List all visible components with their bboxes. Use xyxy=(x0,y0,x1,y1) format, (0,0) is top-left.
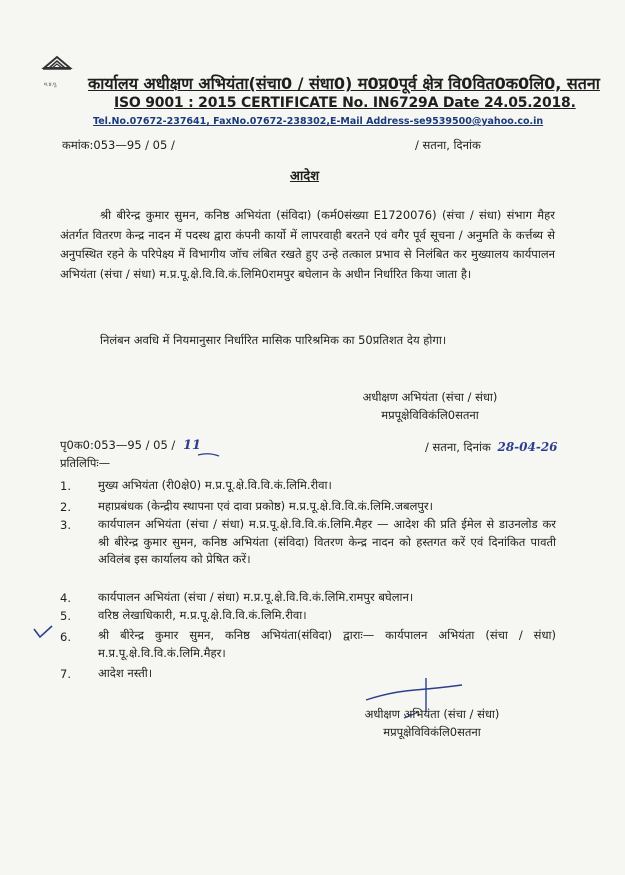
copy-ref-number xyxy=(60,438,201,453)
list-item-text: कार्यपालन अभियंता (संचा / संधा) म.प्र.पू.क्षे.वि.वि.कं.लिमि.मैहर — आदेश की प्रति ईमेल से डाउनलोड कर श्री बीरेन्द्र कुमार सुमन, कनिष्ठ अभियंता (संविदा) वितरण केन्द्र नादन को हस्तगत करें एवं दिनांकित पावती अविलंब इस कार्यालय को प्रेषित करें। xyxy=(98,517,556,566)
iso-certificate-line: ISO 9001 : 2015 CERTIFICATE No. IN6729A Date 24.05.2018. xyxy=(114,95,576,111)
list-item-number: 7. xyxy=(60,667,71,681)
order-paragraph-2: निलंबन अवधि में नियमानुसार निर्धारित मासिक पारिश्रमिक का 50प्रतिशत देय होगा। xyxy=(100,333,447,347)
list-item-text: श्री बीरेन्द्र कुमार सुमन, कनिष्ठ अभियंता(संविदा) द्वाराः— कार्यपालन अभियंता (संचा / संधा) म.प्र.पू.क्षे.वि.वि.कं.लिमि.मैहर। xyxy=(98,628,556,660)
list-item-number: 2. xyxy=(60,500,71,514)
list-item-number: 5. xyxy=(60,609,71,623)
order-paragraph-1: श्री बीरेन्द्र कुमार सुमन, कनिष्ठ अभियंता (संविदा) (कर्म0संख्या E1720076) (संचा / संधा) संभाग मैहर अंतर्गत वितरण केन्द्र नादन में पदस्थ द्वारा कंपनी कार्यो में लापरवाही बरतने एवं वगैर पूर्व सूचना / अनुमति के कर्त्तब्य से अनुपस्थित रहने के परिपेक्ष्य में विभागीय जॉच लंबित रखते हुए उन्हे तत्काल प्रभाव से निलंबित कर मुख्यालय कार्यपालन अभियंता (संचा / संधा) म.प्र.पू.क्षे.वि.वि.कं.लिमि0रामपुर बघेलान के अधीन निर्धारित किया जाता है। xyxy=(60,208,555,281)
logo-caption: म.प्र.पू. xyxy=(44,82,58,88)
order-place-date: / सतना, दिनांक xyxy=(415,138,481,152)
list-item-number: 3. xyxy=(60,518,71,532)
copy-ref-number-text: पृ0क0:053—95 / 05 / xyxy=(60,438,176,452)
order-number: कमांक:053—95 / 05 / xyxy=(62,138,175,152)
order-heading: आदेश xyxy=(290,169,320,184)
copy-ref-place-date xyxy=(425,440,558,455)
signatory-designation: अधीक्षण अभियंता (संचा / संधा) xyxy=(364,707,500,721)
copy-label: प्रतिलिपिः— xyxy=(60,456,111,470)
underline-mark-icon xyxy=(198,452,220,458)
list-item-number: 6. xyxy=(60,630,71,644)
company-logo-icon xyxy=(40,52,74,82)
copy-ref-handwritten-number: 11 xyxy=(182,438,202,453)
org-title: कार्यालय अधीक्षण अभियंता(संचा0 / संधा0) म0प्र0पूर्व क्षेत्र वि0वित0क0लि0, सतना xyxy=(88,74,600,93)
list-item-number: 4. xyxy=(60,591,71,605)
signature-block-1 xyxy=(330,388,530,424)
list-item-text: महाप्रबंधक (केन्द्रीय स्थापना एवं दावा प्रकोष्ठ) म.प्र.पू.क्षे.वि.वि.कं.लिमि.जबलपुर। xyxy=(98,499,433,513)
contact-line: Tel.No.07672-237641, FaxNo.07672-238302,E-Mail Address-se9539500@yahoo.co.in xyxy=(93,116,544,127)
tick-mark-icon xyxy=(32,624,54,640)
copy-ref-place-date-text: / सतना, दिनांक xyxy=(425,440,491,454)
list-item-text: मुख्य अभियंता (री0क्षे0) म.प्र.पू.क्षे.वि.वि.कं.लिमि.रीवा। xyxy=(98,478,332,492)
signatory-office: मप्रपूक्षेविविकंलि0सतना xyxy=(381,408,479,422)
list-item-number: 1. xyxy=(60,479,71,493)
copy-ref-handwritten-date: 28-04-26 xyxy=(497,440,558,454)
signatory-office: मप्रपूक्षेविविकंलि0सतना xyxy=(383,725,481,739)
list-item-text: कार्यपालन अभियंता (संचा / संधा) म.प्र.पू.क्षे.वि.वि.कं.लिमि.रामपुर बघेलान। xyxy=(98,590,414,604)
list-item-text: आदेश नस्ती। xyxy=(98,666,153,680)
signature-block-2 xyxy=(332,705,532,741)
list-item-text: वरिष्ठ लेखाधिकारी, म.प्र.पू.क्षे.वि.वि.कं.लिमि.रीवा। xyxy=(98,608,307,622)
signatory-designation: अधीक्षण अभियंता (संचा / संधा) xyxy=(362,390,498,404)
